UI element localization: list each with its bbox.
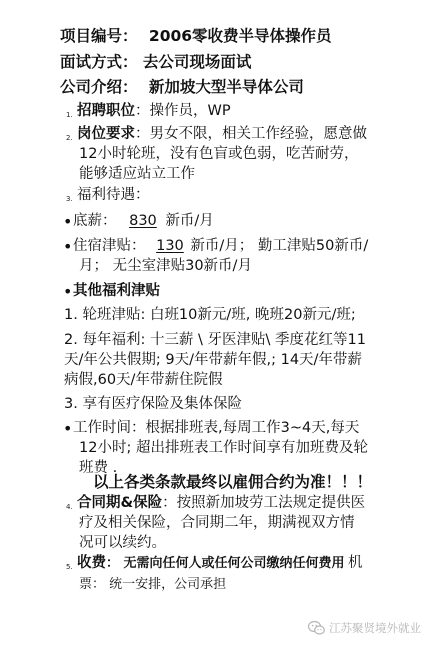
work-hours-line-1: 工作时间：根据排班表,每周工作3~4天,每天 (73, 420, 360, 436)
interview-method-label: 面试方式： (60, 53, 138, 71)
interview-method-line (60, 53, 251, 72)
requirements-line-2: 12小时轮班，没有色盲或色弱，吃苦耐劳， (79, 146, 359, 162)
item-number-2: 2. (66, 134, 73, 142)
bullet-dot: • (63, 212, 73, 231)
housing-allowance-value: 130 (156, 238, 184, 254)
project-number-line (60, 27, 332, 46)
work-hours-line-3: 班费 . (79, 460, 118, 476)
item-number-5: 5. (66, 563, 73, 571)
insurance-text: 3. 享有医疗保险及集体保险 (64, 396, 242, 412)
bullet-dot: • (63, 237, 73, 256)
project-number-value: 2006零收费半导体操作员 (148, 27, 332, 45)
work-hours-line-2: 12小时; 超出排班表工作时间享有加班费及轮 (79, 440, 368, 456)
requirements-title: 岗位要求 (77, 126, 135, 142)
fees-line-1 (77, 554, 345, 573)
position-text: ：操作员，WP (135, 103, 231, 119)
fees-airfare-tail: 机 (348, 555, 363, 571)
position-title: 招聘职位 (77, 103, 135, 119)
item-number-1: 1. (66, 111, 73, 119)
annual-benefits-line-2: 天/年公共假期; 9天/年带薪年假,; 14天/年带薪 (64, 352, 362, 368)
contract-line-2: 疗及相关保险，合同期二年，期满视双方情 (79, 515, 355, 531)
housing-allowance-rest: 新币/月； 勤工津贴50新币/ (190, 238, 369, 254)
company-intro-label: 公司介绍： (60, 78, 138, 96)
bullet-dot: • (63, 419, 73, 438)
benefits-colon: ： (135, 187, 150, 203)
watermark-text: 江苏聚贤境外就业 (329, 621, 421, 635)
item-number-3: 3. (66, 195, 73, 203)
position-line (77, 102, 231, 121)
bullet-dot: • (63, 282, 73, 301)
benefits-heading (77, 186, 150, 205)
fees-title: 收费 (77, 555, 106, 571)
company-intro-line (60, 78, 304, 97)
watermark (308, 619, 421, 637)
company-intro-value: 新加坡大型半导体公司 (148, 78, 304, 96)
interview-method-value: 去公司现场面试 (142, 53, 252, 71)
requirements-line-3: 能够适应站立工作 (79, 166, 195, 182)
contract-text-1: ：按照新加坡劳工法规定提供医 (162, 495, 366, 511)
contract-line-3: 况可以续约。 (79, 535, 166, 551)
requirements-line-1 (77, 125, 367, 144)
contract-notice: 以上各类条款最终以雇佣合约为准！！！ (93, 473, 373, 491)
annual-benefits-line-3: 病假,60天/年带薪住院假 (64, 372, 223, 388)
housing-allowance-line (73, 237, 368, 256)
base-salary-value: 830 (129, 213, 157, 229)
contract-line-1 (77, 494, 365, 513)
base-salary-unit: 新币/月 (165, 213, 214, 229)
shift-allowance-text: 1. 轮班津贴: 白班10新元/班, 晚班20新元/班; (64, 307, 356, 323)
benefits-title: 福利待遇 (77, 187, 135, 203)
other-benefits-title: 其他福利津贴 (73, 283, 160, 299)
base-salary-line (73, 212, 214, 231)
annual-benefits-line-1: 2. 每年福利: 十三薪 \ 牙医津贴\ 季度花红等11 (64, 332, 366, 348)
housing-allowance-label: 住宿津贴： (73, 238, 146, 254)
item-number-4: 4. (66, 503, 73, 511)
wechat-icon (308, 621, 325, 635)
fees-line-2: 票： 统一安排，公司承担 (79, 577, 227, 592)
contract-title: 合同期&保险 (77, 495, 163, 511)
housing-allowance-line-2: 月； 无尘室津贴30新币/月 (79, 258, 252, 274)
base-salary-label: 底薪： (73, 213, 117, 229)
project-number-label: 项目编号： (60, 27, 138, 45)
requirements-text-1: ：男女不限，相关工作经验，愿意做 (135, 126, 367, 142)
fees-text-1: ： 无需向任何人或任何公司缴纳任何费用 (106, 556, 345, 571)
